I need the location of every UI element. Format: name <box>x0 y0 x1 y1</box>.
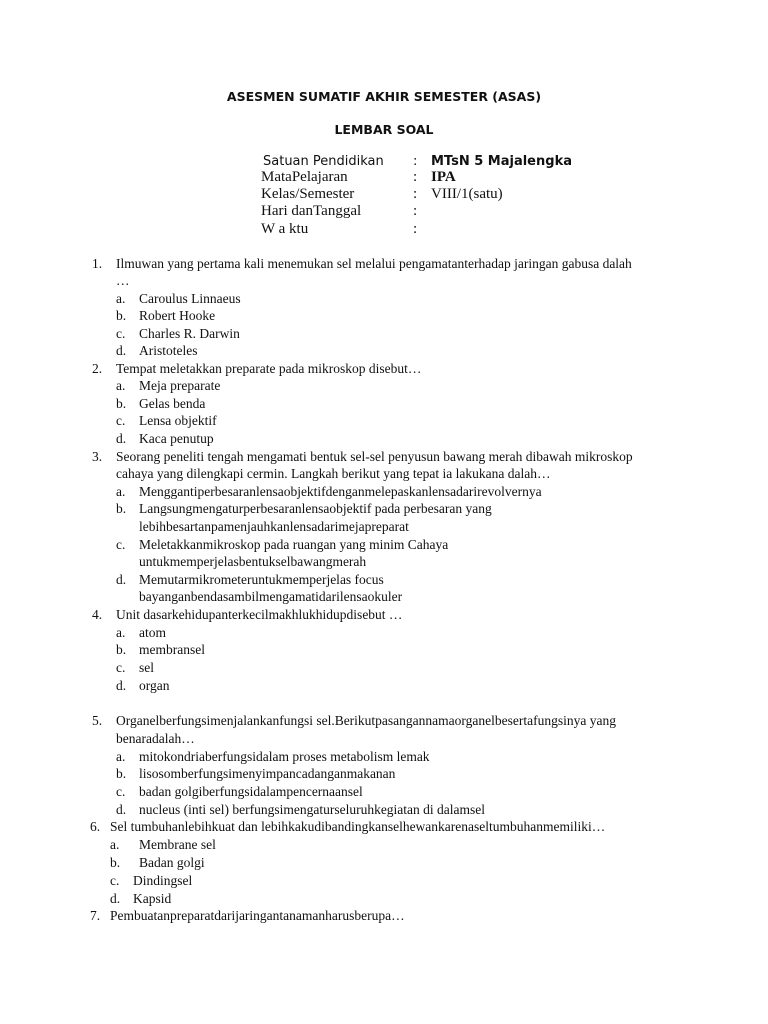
option-text: Kaca penutup <box>139 431 214 446</box>
question-number: 2. <box>92 361 103 376</box>
question-text: Tempat meletakkan preparate pada mikroskop disebut… <box>116 361 422 376</box>
option-letter: a. <box>116 291 126 306</box>
option-letter: b. <box>116 766 127 781</box>
option-text: Menggantiperbesaranlensaobjektifdenganmelepaskanlensadarirevolvernya <box>139 484 542 499</box>
option-text: Meletakkanmikroskop pada ruangan yang minim Cahaya <box>139 537 449 552</box>
option-text: Charles R. Darwin <box>139 326 240 341</box>
option-letter: b. <box>116 308 127 323</box>
option-letter: b. <box>116 501 127 516</box>
option-text: badan golgiberfungsidalampencernaansel <box>139 784 363 799</box>
option-letter: a. <box>116 625 126 640</box>
meta-colon: : <box>413 221 418 237</box>
question-number: 3. <box>92 449 103 464</box>
subtitle: LEMBAR SOAL <box>334 122 434 137</box>
option-letter: d. <box>116 572 127 587</box>
question-text: benaradalah… <box>116 731 195 746</box>
meta-label: Satuan Pendidikan <box>263 154 384 169</box>
option-letter: b. <box>110 855 121 870</box>
option-text: Memutarmikrometeruntukmemperjelas focus <box>139 572 384 587</box>
option-text: Aristoteles <box>139 343 198 358</box>
option-text: mitokondriaberfungsidalam proses metabolism lemak <box>139 749 430 764</box>
meta-colon: : <box>413 169 418 185</box>
option-letter: d. <box>116 431 127 446</box>
question-number: 6. <box>90 819 101 834</box>
question-number: 1. <box>92 256 103 271</box>
question-text: … <box>116 273 130 288</box>
meta-label: MataPelajaran <box>261 169 348 185</box>
option-letter: c. <box>116 326 126 341</box>
option-text: nucleus (inti sel) berfungsimengaturseluruhkegiatan di dalamsel <box>139 802 486 817</box>
question-text: Seorang peneliti tengah mengamati bentuk sel-sel penyusun bawang merah dibawah mikroskop <box>116 449 633 464</box>
option-letter: c. <box>116 660 126 675</box>
meta-colon: : <box>413 154 418 169</box>
question-number: 5. <box>92 713 103 728</box>
question-text: Ilmuwan yang pertama kali menemukan sel melalui pengamatanterhadap jaringan gabusa dalah <box>116 256 632 271</box>
question-text: Sel tumbuhanlebihkuat dan lebihkakudibandingkanselhewankarenaseltumbuhanmemiliki… <box>110 819 606 834</box>
question-text: Unit dasarkehidupanterkecilmakhlukhidupdisebut … <box>116 607 403 622</box>
meta-value: MTsN 5 Majalengka <box>431 154 572 169</box>
option-text: Langsungmengaturperbesaranlensaobjektif pada perbesaran yang <box>139 501 492 516</box>
option-text: Robert Hooke <box>139 308 216 323</box>
option-letter: a. <box>116 484 126 499</box>
meta-value: IPA <box>431 169 456 185</box>
option-text: bayanganbendasambilmengamatidarilensaokuler <box>139 589 403 604</box>
option-letter: c. <box>116 413 126 428</box>
option-text: untukmemperjelasbentukselbawangmerah <box>139 554 367 569</box>
option-text: Badan golgi <box>139 855 205 870</box>
title: ASESMEN SUMATIF AKHIR SEMESTER (ASAS) <box>226 89 542 104</box>
question-number: 7. <box>90 908 101 923</box>
question-text: Organelberfungsimenjalankanfungsi sel.Berikutpasangannamaorganelbesertafungsinya yang <box>116 713 616 728</box>
option-letter: d. <box>116 802 127 817</box>
option-text: Membrane sel <box>139 837 216 852</box>
meta-label: W a ktu <box>261 221 309 237</box>
option-letter: a. <box>110 837 120 852</box>
option-text: membransel <box>139 642 205 657</box>
option-letter: c. <box>116 537 126 552</box>
option-letter: d. <box>116 343 127 358</box>
meta-value: VIII/1(satu) <box>431 186 503 202</box>
option-text: Kapsid <box>133 891 172 906</box>
question-text: Pembuatanpreparatdarijaringantanamanharusberupa… <box>110 908 405 923</box>
meta-label: Hari danTanggal <box>261 203 362 219</box>
option-text: lisosomberfungsimenyimpancadanganmakanan <box>139 766 396 781</box>
option-letter: c. <box>116 784 126 799</box>
option-text: lebihbesartanpamenjauhkanlensadarimejapreparat <box>139 519 409 534</box>
option-letter: b. <box>116 396 127 411</box>
option-text: atom <box>139 625 166 640</box>
option-letter: d. <box>110 891 121 906</box>
option-text: Dindingsel <box>133 873 193 888</box>
meta-colon: : <box>413 203 418 219</box>
option-letter: c. <box>110 873 120 888</box>
option-text: sel <box>139 660 154 675</box>
option-text: Gelas benda <box>139 396 206 411</box>
question-text: cahaya yang dilengkapi cermin. Langkah berikut yang tepat ia lakukana dalah… <box>116 466 551 481</box>
meta-label: Kelas/Semester <box>261 186 355 202</box>
option-letter: a. <box>116 378 126 393</box>
option-letter: b. <box>116 642 127 657</box>
option-letter: d. <box>116 678 127 693</box>
option-text: Caroulus Linnaeus <box>139 291 241 306</box>
question-number: 4. <box>92 607 103 622</box>
option-text: organ <box>139 678 170 693</box>
option-text: Meja preparate <box>139 378 221 393</box>
option-text: Lensa objektif <box>139 413 217 428</box>
meta-colon: : <box>413 186 418 202</box>
option-letter: a. <box>116 749 126 764</box>
